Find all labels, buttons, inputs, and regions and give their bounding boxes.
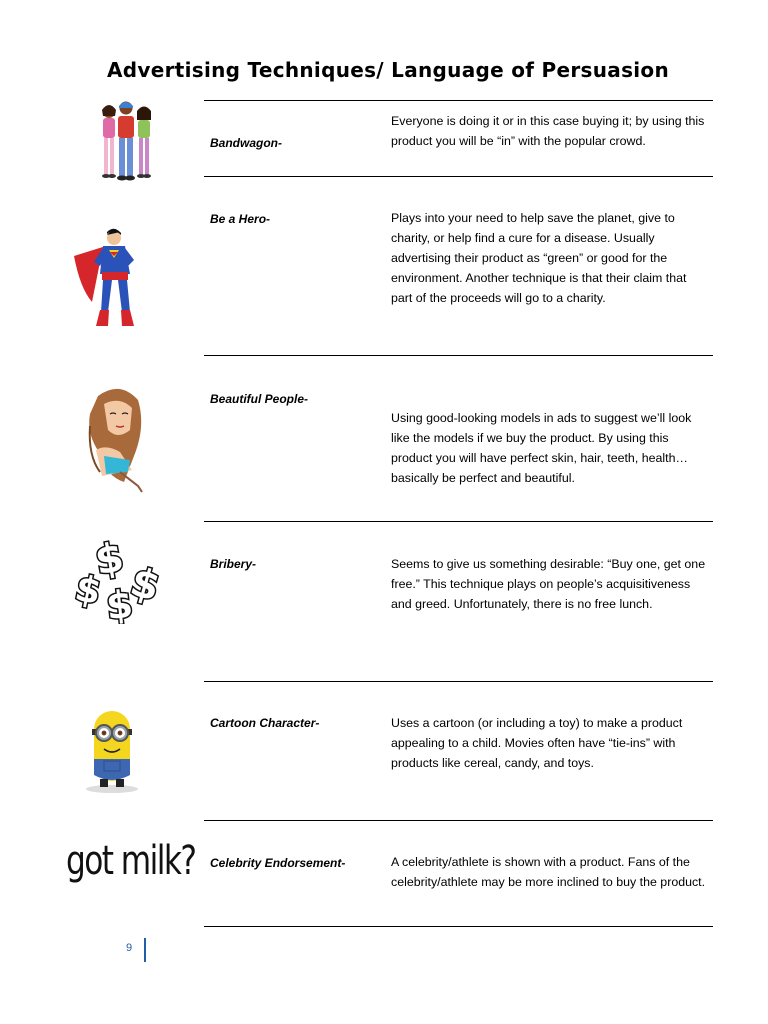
technique-term: Be a Hero- — [210, 212, 271, 226]
page-title: Advertising Techniques/ Language of Persuasion — [106, 58, 670, 82]
technique-description: A celebrity/athlete is shown with a product. Fans of the celebrity/athlete may be more inclined to buy the product. — [391, 855, 706, 889]
technique-term: Cartoon Character- — [210, 716, 320, 730]
svg-text:$: $ — [91, 534, 128, 585]
page-number: 9 — [126, 942, 133, 954]
technique-term: Beautiful People- — [210, 392, 309, 406]
superhero-icon — [70, 226, 150, 328]
model-woman-icon — [80, 386, 152, 496]
minion-icon — [82, 705, 142, 795]
table-rule — [204, 176, 713, 177]
svg-text:$: $ — [104, 581, 135, 624]
table-rule-bottom — [204, 926, 713, 927]
table-rule — [204, 681, 713, 682]
table-rule — [204, 521, 713, 522]
technique-term: Bribery- — [210, 557, 257, 571]
technique-description: Using good-looking models in ads to suggest we’ll look like the models if we buy the product. By using this product you will have perfect skin, hair, teeth, health…basically be perfect and beautiful. — [391, 411, 692, 485]
technique-term: Bandwagon- — [210, 136, 282, 150]
technique-description: Seems to give us something desirable: “Buy one, get one free.” This technique plays on people’s acquisitiveness and greed. Unfortunately, there is no free lunch. — [391, 557, 706, 611]
table-rule — [204, 820, 713, 821]
table-rule — [204, 355, 713, 356]
svg-text:$: $ — [72, 567, 105, 614]
table-rule-top — [204, 100, 713, 101]
svg-text:$: $ — [125, 558, 165, 611]
got-milk-logo: got milk? — [66, 838, 196, 884]
page-number-bar — [144, 938, 146, 962]
technique-description: Uses a cartoon (or including a toy) to make a product appealing to a child. Movies often have “tie-ins” with products like cereal, candy, and toys. — [391, 716, 683, 770]
technique-term: Celebrity Endorsement- — [210, 856, 346, 870]
technique-description: Plays into your need to help save the planet, give to charity, or help find a cure for a disease. Usually advertising their product as “green” or good for the environment. Another technique is that their claim that part of the proceeds will go to a charity. — [391, 211, 687, 305]
dollar-signs-icon — [72, 532, 176, 624]
group-of-teens-icon — [96, 98, 158, 186]
technique-description: Everyone is doing it or in this case buying it; by using this product you will be “in” with the popular crowd. — [391, 114, 705, 148]
